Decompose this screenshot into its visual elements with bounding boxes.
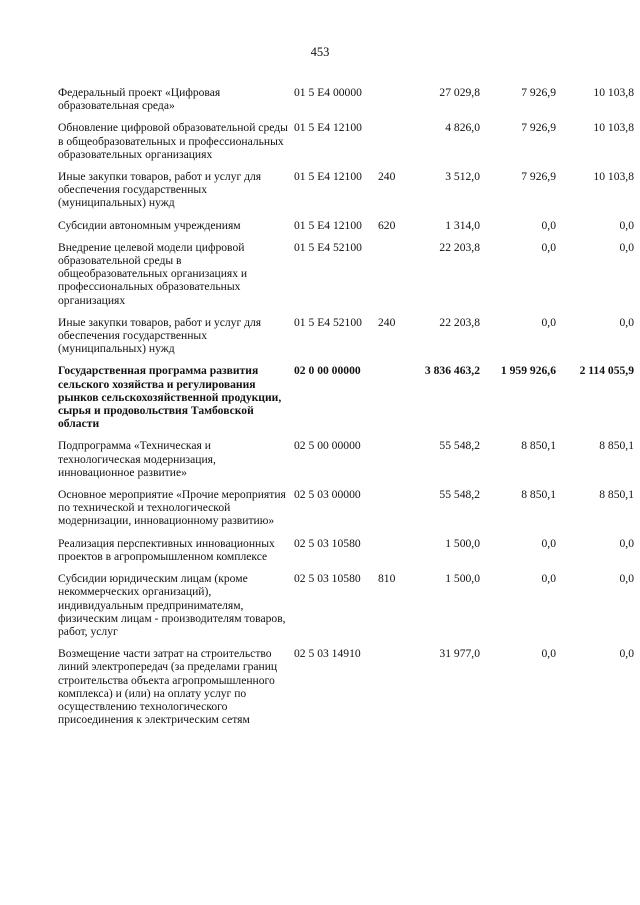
row-amount-2: 7 926,9 [521,86,556,99]
table-row [58,439,634,488]
table-row [58,488,634,537]
table-row [58,121,634,170]
row-amount-3: 10 103,8 [593,170,634,184]
row-amount-2: 0,0 [541,240,556,254]
row-amount-3: 10 103,8 [593,86,634,99]
row-name: Обновление цифровой образовательной среды в общеобразовательных и профессиональных образовательных организациях [58,121,288,161]
table-row [58,364,634,439]
row-code: 01 5 E4 12100 [294,218,362,232]
row-amount-3: 0,0 [619,536,634,550]
table-row [58,316,634,365]
row-code: 02 5 03 00000 [294,488,361,502]
row-expense-type [378,241,404,316]
row-expense-type [378,647,404,735]
row-amount-2: 0,0 [541,218,556,232]
row-amount-1: 31 977,0 [439,647,480,661]
row-expense-type [378,439,404,488]
page-number: 453 [310,45,330,59]
row-expense-type [378,537,404,572]
row-amount-2: 0,0 [541,536,556,550]
row-amount-1: 1 500,0 [445,572,480,586]
budget-table-body [58,86,634,735]
row-amount-3: 8 850,1 [599,439,634,453]
row-amount-3: 0,0 [619,647,634,661]
row-amount-2: 1 959 926,6 [500,364,556,378]
row-amount-1: 3 836 463,2 [424,364,480,378]
row-amount-1: 55 548,2 [439,439,480,453]
row-amount-1: 55 548,2 [439,488,480,502]
table-row [58,219,634,241]
row-name: Подпрограмма «Техническая и технологическая модернизация, инновационное развитие» [58,439,216,479]
row-name: Субсидии юридическим лицам (кроме некоммерческих организаций), индивидуальным предпринимателям, физическим лицам - производителям товаров, работ, услуг [58,572,286,638]
row-name: Иные закупки товаров, работ и услуг для обеспечения государственных (муниципальных) нужд [58,315,262,356]
row-code: 02 5 03 10580 [294,536,361,550]
row-name: Реализация перспективных инновационных проектов в агропромышленном комплексе [58,536,275,563]
row-code: 01 5 E4 12100 [294,121,362,135]
row-name: Иные закупки товаров, работ и услуг для обеспечения государственных (муниципальных) нужд [58,170,262,210]
row-code: 01 5 E4 52100 [294,240,362,254]
row-expense-type: 240 [378,170,396,184]
row-name: Государственная программа развития сельского хозяйства и регулирования рынков сельскохозяйственной продукции, сырья и продовольствия Тамбовской области [58,364,282,431]
row-amount-1: 22 203,8 [439,315,480,329]
row-amount-2: 0,0 [541,572,556,586]
row-code: 02 5 03 10580 [294,572,361,586]
row-amount-1: 4 826,0 [445,121,480,135]
row-expense-type [378,121,404,170]
row-amount-3: 10 103,8 [593,121,634,135]
row-code: 02 0 00 00000 [294,364,361,378]
row-name: Внедрение целевой модели цифровой образовательной среды в общеобразовательных организациях и профессиональных образовательных организациях [58,240,248,307]
row-amount-1: 27 029,8 [439,86,480,99]
row-code: 01 5 E4 52100 [294,315,362,329]
row-amount-3: 2 114 055,9 [579,364,634,378]
row-name: Основное мероприятие «Прочие мероприятия по технической и технологической модернизации, инновационному развитию» [58,488,286,528]
row-amount-1: 1 314,0 [445,218,480,232]
row-amount-2: 0,0 [541,315,556,329]
row-amount-2: 8 850,1 [521,439,556,453]
table-row [58,86,634,121]
row-amount-1: 22 203,8 [439,240,480,254]
row-expense-type: 240 [378,315,396,329]
row-amount-1: 1 500,0 [445,536,480,550]
row-amount-2: 7 926,9 [521,121,556,135]
row-amount-2: 8 850,1 [521,488,556,502]
row-expense-type [378,364,404,439]
table-row [58,572,634,647]
row-amount-3: 0,0 [619,572,634,586]
table-row [58,537,634,572]
row-name: Федеральный проект «Цифровая образовательная среда» [58,86,221,113]
row-amount-1: 3 512,0 [445,170,480,184]
row-code: 01 5 E4 00000 [294,86,362,99]
row-amount-3: 0,0 [619,315,634,329]
row-amount-3: 0,0 [619,218,634,232]
table-row [58,647,634,735]
row-code: 02 5 00 00000 [294,439,361,453]
row-code: 02 5 03 14910 [294,647,361,661]
row-name: Возмещение части затрат на строительство линий электропередач (за пределами границ строительства объекта агропромышленного комплекса) и (или) на оплату услуг по осуществлению технологического присоединения к электрическим сетям [58,647,278,727]
budget-table [58,86,634,735]
row-name: Субсидии автономным учреждениям [58,218,241,232]
row-amount-2: 0,0 [541,647,556,661]
row-amount-3: 8 850,1 [599,488,634,502]
row-expense-type: 810 [378,572,396,586]
row-amount-2: 7 926,9 [521,170,556,184]
row-amount-3: 0,0 [619,240,634,254]
row-expense-type [378,488,404,537]
table-row [58,170,634,219]
row-code: 01 5 E4 12100 [294,170,362,184]
table-row [58,241,634,316]
row-expense-type [378,86,404,121]
row-expense-type: 620 [378,218,396,232]
